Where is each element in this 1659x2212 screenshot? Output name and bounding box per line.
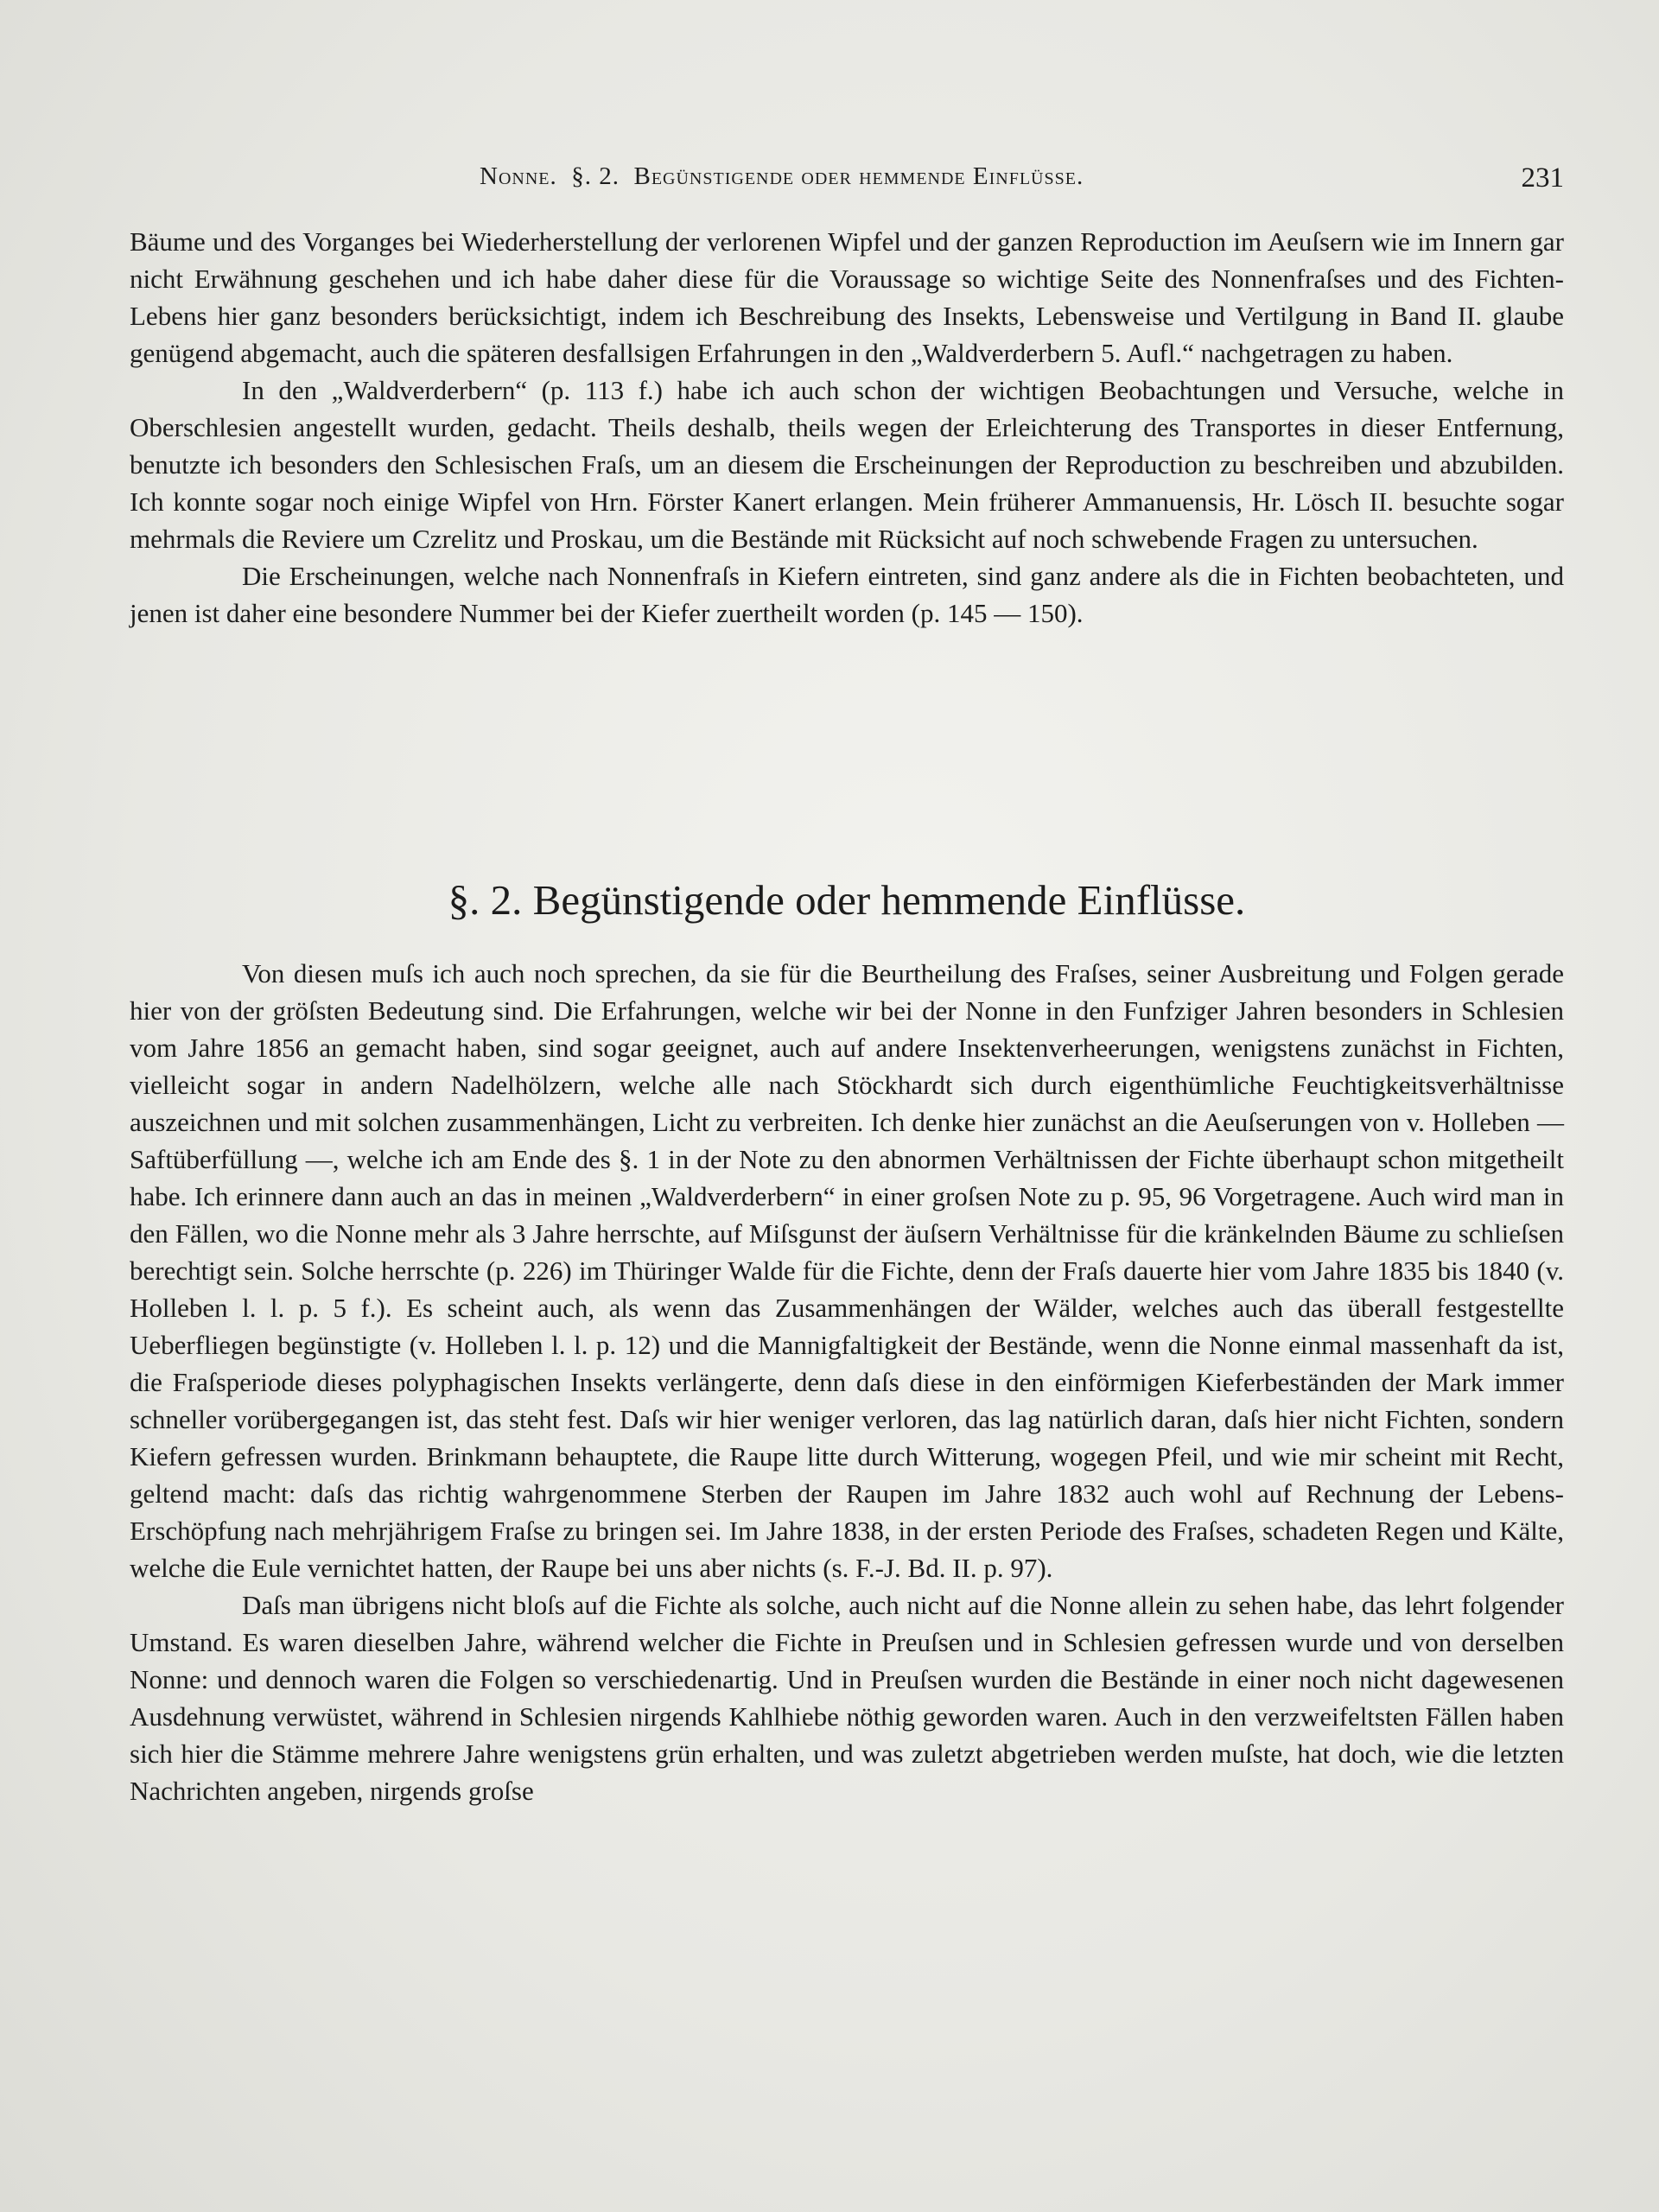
running-head: Nonne. §. 2. Begünstigende oder hemmende Einflüsse.: [480, 162, 1084, 190]
page-header: [130, 162, 1564, 197]
section-paragraph-2: Daſs man übrigens nicht bloſs auf die Fichte als solche, auch nicht auf die Nonne allein zu sehen habe, das lehrt folgender Umstand. Es waren dieselben Jahre, während welcher die Fichte in Preuſsen und in Schlesien gefressen wurde und von derselben Nonne: und dennoch waren die Folgen so verschiedenartig. Und in Preuſsen wurden die Bestände in einer noch nicht dagewesenen Ausdehnung verwüstet, während in Schlesien nirgends Kahlhiebe nöthig geworden waren. Auch in den verzweifeltsten Fällen haben sich hier die Stämme mehrere Jahre wenigstens grün erhalten, und was zuletzt abgetrieben werden muſste, hat doch, wie die letzten Nachrichten angeben, nirgends groſse: [130, 1590, 1564, 1806]
section-heading: §. 2. Begünstigende oder hemmende Einflüsse.: [448, 876, 1246, 924]
intro-paragraph-3: Die Erscheinungen, welche nach Nonnenfraſs in Kiefern eintreten, sind ganz andere als die in Fichten beobachteten, und jenen ist daher eine besondere Nummer bei der Kiefer zuertheilt worden (p. 145 — 150).: [130, 561, 1564, 628]
section-paragraph-1: Von diesen muſs ich auch noch sprechen, da sie für die Beurtheilung des Fraſses, seiner Ausbreitung und Folgen gerade hier von der gröſsten Bedeutung sind. Die Erfahrungen, welche wir bei der Nonne in den Funfziger Jahren besonders in Schlesien vom Jahre 1856 an gemacht haben, sind sogar geeignet, auch auf andere Insektenverheerungen, wenigstens zunächst in Fichten, vielleicht sogar in andern Nadelhölzern, welche alle nach Stöckhardt sich durch eigenthümliche Feuchtigkeitsverhältnisse auszeichnen und mit solchen zusammenhängen, Licht zu verbreiten. Ich denke hier zunächst an die Aeuſserungen von v. Holleben — Saftüberfüllung —, welche ich am Ende des §. 1 in der Note zu den abnormen Verhältnissen der Fichte überhaupt schon mitgetheilt habe. Ich erinnere dann auch an das in meinen „Waldverderbern“ in einer groſsen Note zu p. 95, 96 Vorgetragene. Auch wird man in den Fällen, wo die Nonne mehr als 3 Jahre herrschte, auf Miſsgunst der äuſsern Verhältnisse für die kränkelnden Bäume zu schlieſsen berechtigt sein. Solche herrschte (p. 226) im Thüringer Walde für die Fichte, denn der Fraſs dauerte hier vom Jahre 1835 bis 1840 (v. Holleben l. l. p. 5 f.). Es scheint auch, als wenn das Zusammenhängen der Wälder, welches auch das überall festgestellte Ueberfliegen begünstigte (v. Holleben l. l. p. 12) und die Mannigfaltigkeit der Bestände, wenn die Nonne einmal massenhaft da ist, die Fraſsperiode dieses polyphagischen Insekts verlängerte, denn daſs diese in den einförmigen Kieferbeständen der Mark immer schneller vorübergegangen ist, das steht fest. Daſs wir hier weniger verloren, das lag natürlich daran, daſs hier nicht Fichten, sondern Kiefern gefressen wurden. Brinkmann behauptete, die Raupe litte durch Witterung, wogegen Pfeil, und wie mir scheint mit Recht, geltend macht: daſs das richtig wahrgenommene Sterben der Raupen im Jahre 1832 auch wohl auf Rechnung der Lebens-Erschöpfung nach mehrjährigem Fraſse zu bringen sei. Im Jahre 1838, in der ersten Periode des Fraſses, schadeten Regen und Kälte, welche die Eule vernichtet hatten, der Raupe bei uns aber nichts (s. F.-J. Bd. II. p. 97).: [130, 958, 1564, 1583]
page-number: 231: [1521, 162, 1564, 194]
intro-paragraph-2: In den „Waldverderbern“ (p. 113 f.) habe ich auch schon der wichtigen Beobachtungen und Versuche, welche in Oberschlesien angestellt wurden, gedacht. Theils deshalb, theils wegen der Erleichterung des Transportes in dieser Entfernung, benutzte ich besonders den Schlesischen Fraſs, um an diesem die Erscheinungen der Reproduction zu beschreiben und abzubilden. Ich konnte sogar noch einige Wipfel von Hrn. Förster Kanert erlangen. Mein früherer Ammanuensis, Hr. Lösch II. besuchte sogar mehrmals die Reviere um Czrelitz und Proskau, um die Bestände mit Rücksicht auf noch schwebende Fragen zu untersuchen.: [130, 375, 1564, 554]
intro-text: [130, 223, 1564, 632]
section-text: [130, 955, 1564, 1809]
intro-paragraph-1: Bäume und des Vorganges bei Wiederherstellung der verlorenen Wipfel und der ganzen Reproduction im Aeuſsern wie im Innern gar nicht Erwähnung geschehen und ich habe daher diese für die Voraussage so wichtige Seite des Nonnenfraſses und des Fichten-Lebens hier ganz besonders berücksichtigt, indem ich Beschreibung des Insekts, Lebensweise und Vertilgung in Band II. glaube genügend abgemacht, auch die späteren desfallsigen Erfahrungen in den „Waldverderbern 5. Aufl.“ nachgetragen zu haben.: [130, 226, 1564, 368]
